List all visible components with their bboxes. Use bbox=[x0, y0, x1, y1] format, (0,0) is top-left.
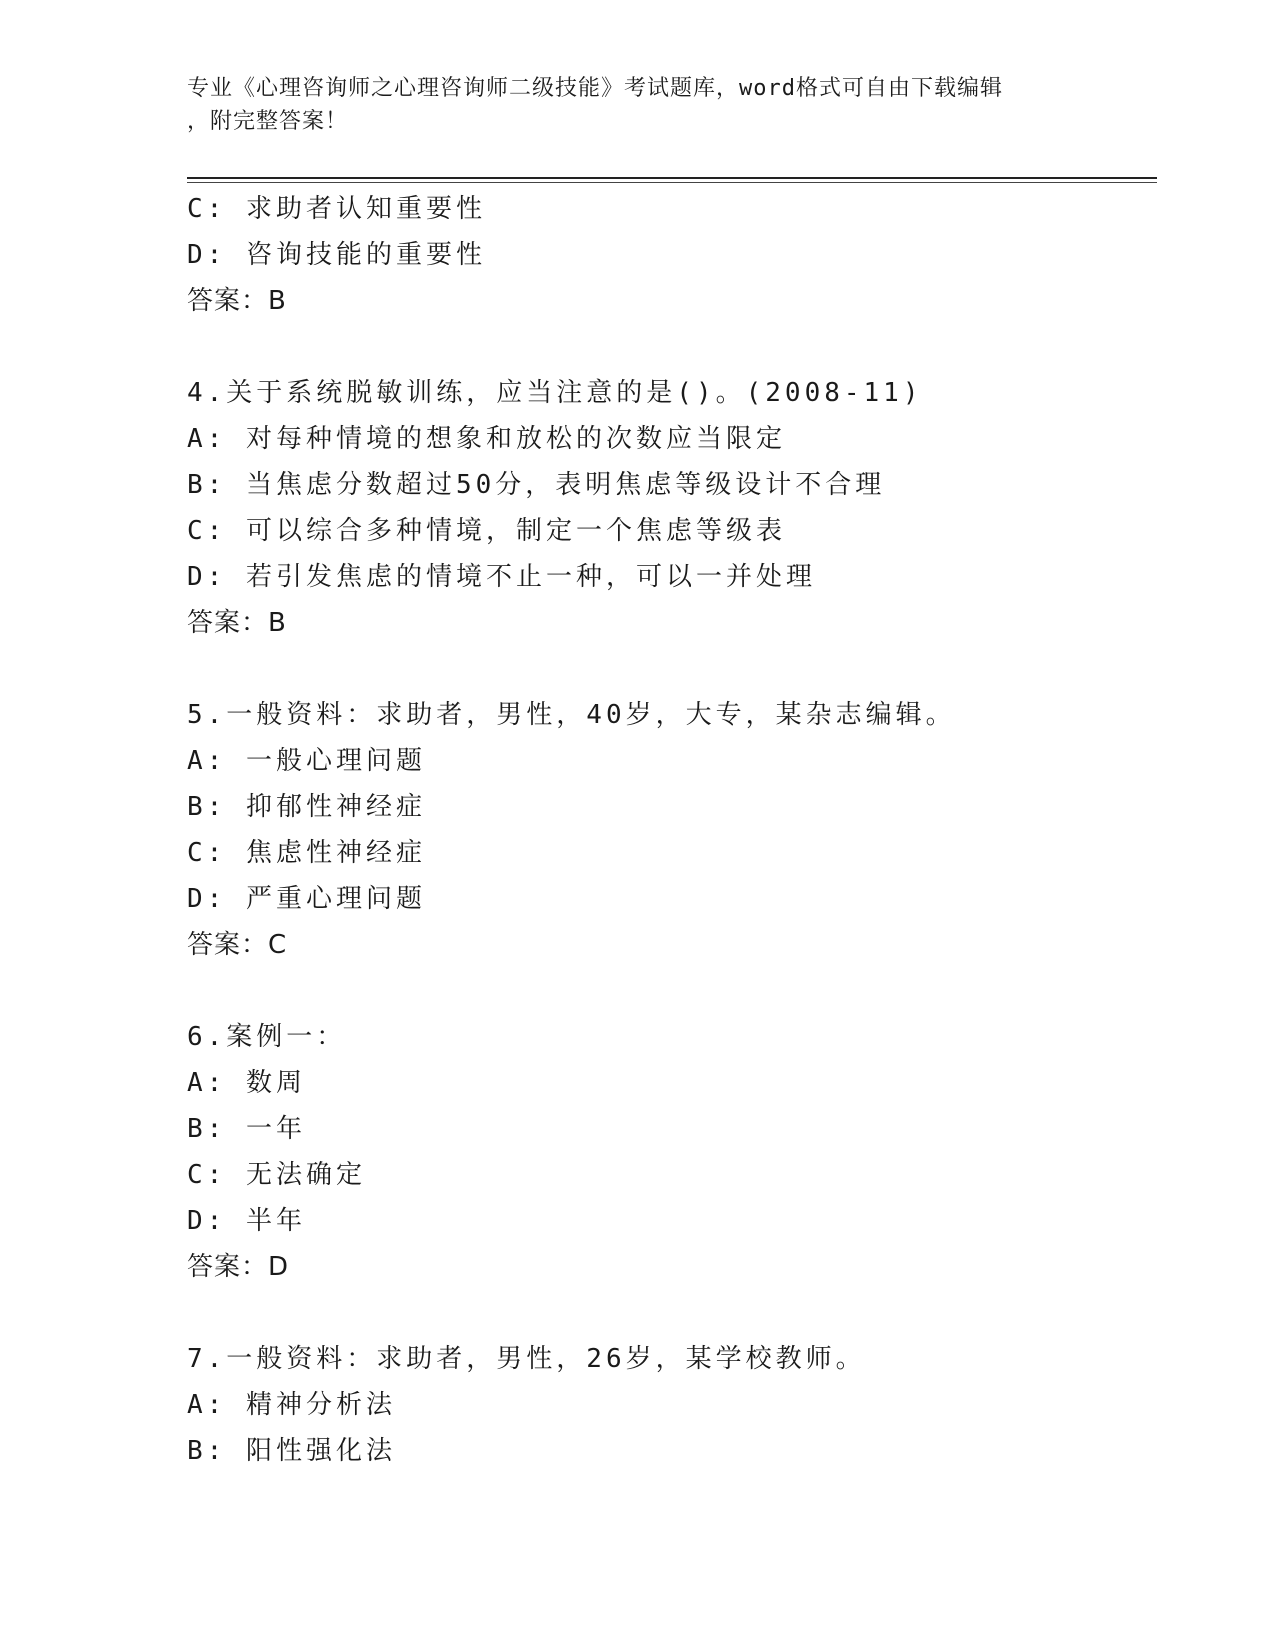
option-b: B: 抑郁性神经症 bbox=[187, 792, 426, 822]
question-5 bbox=[187, 692, 1137, 968]
header-line-1: 专业《心理咨询师之心理咨询师二级技能》考试题库，word格式可自由下载编辑 bbox=[187, 76, 1003, 101]
answer: 答案：D bbox=[187, 1252, 290, 1282]
question-7 bbox=[187, 1336, 1137, 1474]
header-divider-thin bbox=[187, 182, 1157, 183]
option-b: B: 当焦虑分数超过50分，表明焦虑等级设计不合理 bbox=[187, 470, 886, 500]
continued-question bbox=[187, 186, 1137, 324]
option-b: B: 阳性强化法 bbox=[187, 1436, 396, 1466]
spacer bbox=[187, 646, 1137, 692]
option-c: C: 求助者认知重要性 bbox=[187, 194, 486, 224]
answer: 答案：C bbox=[187, 930, 288, 960]
option-c: C: 无法确定 bbox=[187, 1160, 366, 1190]
option-b: B: 一年 bbox=[187, 1114, 306, 1144]
option-a: A: 数周 bbox=[187, 1068, 306, 1098]
option-d: D: 半年 bbox=[187, 1206, 306, 1236]
answer: 答案：B bbox=[187, 608, 287, 638]
question-stem: 6.案例一： bbox=[187, 1022, 347, 1052]
question-stem: 7.一般资料：求助者，男性，26岁，某学校教师。 bbox=[187, 1344, 866, 1374]
header-divider-thick bbox=[187, 177, 1157, 179]
question-stem: 5.一般资料：求助者，男性，40岁，大专，某杂志编辑。 bbox=[187, 700, 956, 730]
header-line-2: ，附完整答案！ bbox=[187, 109, 349, 134]
option-d: D: 咨询技能的重要性 bbox=[187, 240, 486, 270]
option-a: A: 对每种情境的想象和放松的次数应当限定 bbox=[187, 424, 786, 454]
option-d: D: 严重心理问题 bbox=[187, 884, 426, 914]
spacer bbox=[187, 968, 1137, 1014]
question-list bbox=[187, 186, 1137, 1474]
question-6 bbox=[187, 1014, 1137, 1290]
option-c: C: 可以综合多种情境，制定一个焦虑等级表 bbox=[187, 516, 786, 546]
page-header bbox=[187, 72, 1087, 138]
question-4 bbox=[187, 370, 1137, 646]
option-a: A: 一般心理问题 bbox=[187, 746, 426, 776]
option-a: A: 精神分析法 bbox=[187, 1390, 396, 1420]
answer: 答案：B bbox=[187, 286, 287, 316]
option-c: C: 焦虑性神经症 bbox=[187, 838, 426, 868]
spacer bbox=[187, 1290, 1137, 1336]
spacer bbox=[187, 324, 1137, 370]
option-d: D: 若引发焦虑的情境不止一种，可以一并处理 bbox=[187, 562, 816, 592]
question-stem: 4.关于系统脱敏训练，应当注意的是()。(2008-11) bbox=[187, 378, 923, 408]
